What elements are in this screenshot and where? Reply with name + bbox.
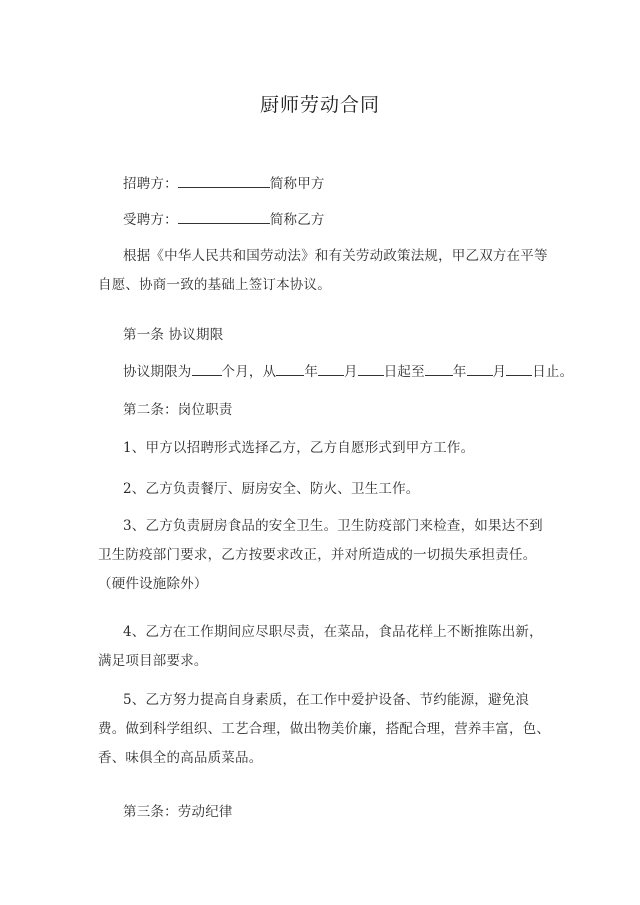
employee-suffix: 简称乙方 (269, 212, 325, 228)
employee-blank (178, 210, 270, 225)
term-part-1: 协议期限为 (123, 364, 192, 380)
end-year-blank (425, 362, 453, 377)
employee-line (123, 208, 325, 228)
term-part-3: 年 (304, 364, 319, 380)
months-blank (192, 362, 222, 377)
duty-item-4: 4、乙方在工作期间应尽职尽责，在菜品，食品花样上不断推陈出新，满足项目部要求。 (98, 624, 543, 669)
duty-item-5: 5、乙方努力提高自身素质，在工作中爱护设备、节约能源，避免浪费。做到科学组织、工艺合理，做出物美价廉，搭配合理，营养丰富，色、香、味俱全的高品质菜品。 (98, 692, 551, 766)
start-month-blank (318, 362, 344, 377)
article3-heading: 第三条：劳动纪律 (123, 804, 233, 820)
duty-item-2: 2、乙方负责餐厅、厨房安全、防火、卫生工作。 (123, 481, 420, 497)
term-part-7: 月 (492, 364, 507, 380)
employee-label: 受聘方： (123, 212, 178, 228)
term-part-8: 日止。 (532, 364, 574, 380)
document-title: 厨师劳动合同 (259, 94, 380, 116)
term-part-5: 日起至 (383, 364, 425, 380)
employer-blank (178, 174, 270, 189)
intro-paragraph: 根据《中华人民共和国劳动法》和有关劳动政策法规，甲乙双方在平等自愿、协商一致的基础上签订本协议。 (98, 248, 548, 293)
employer-label: 招聘方： (123, 176, 178, 192)
duty-item-1: 1、甲方以招聘形式选择乙方，乙方自愿形式到甲方工作。 (123, 440, 475, 456)
term-line (123, 360, 573, 380)
start-day-blank (358, 362, 384, 377)
duty-item-3: 3、乙方负责厨房食品的安全卫生。卫生防疫部门来检查，如果达不到卫生防疫部门要求，乙方按要求改正，并对所造成的一切损失承担责任。（硬件设施除外） (98, 518, 543, 592)
article1-heading: 第一条 协议期限 (123, 327, 224, 343)
start-year-blank (276, 362, 304, 377)
term-part-6: 年 (452, 364, 467, 380)
term-part-4: 月 (344, 364, 358, 380)
end-month-blank (467, 362, 493, 377)
employer-suffix: 简称甲方 (269, 176, 325, 192)
article2-heading: 第二条：岗位职责 (123, 402, 233, 418)
term-part-2: 个月，从 (221, 364, 277, 380)
employer-line (123, 172, 325, 192)
end-day-blank (506, 362, 532, 377)
